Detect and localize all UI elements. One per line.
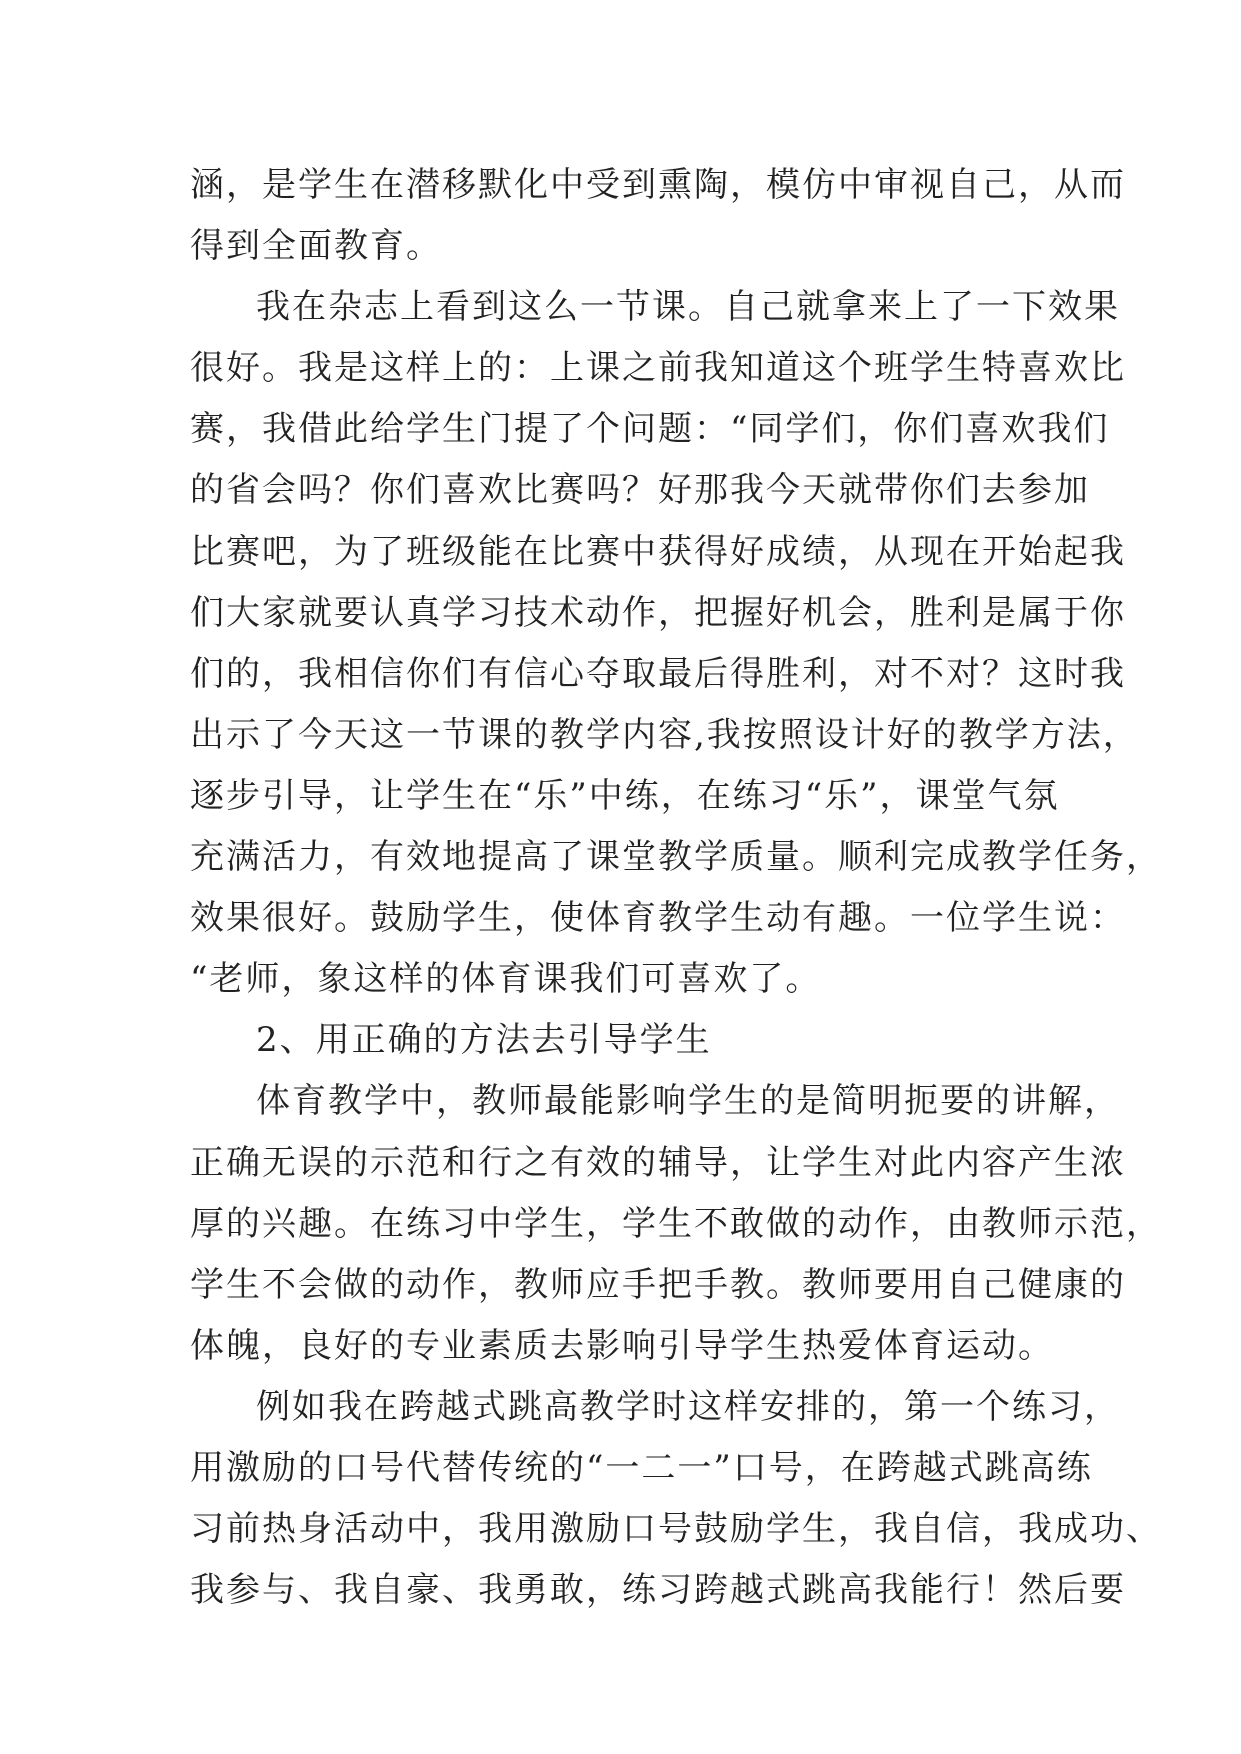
text-line: 逐步引导，让学生在“乐”中练，在练习“乐”，课堂气氛	[190, 775, 1060, 816]
text-line: 赛，我借此给学生门提了个问题：“同学们，你们喜欢我们	[190, 409, 1110, 450]
text-line: 学生不会做的动作，教师应手把手教。教师要用自己健康的	[190, 1264, 1126, 1305]
text-line: “老师，象这样的体育课我们可喜欢了。	[190, 959, 822, 1000]
text-line: 得到全面教育。	[190, 226, 442, 267]
text-line: 我在杂志上看到这么一节课。自己就拿来上了一下效果	[256, 287, 1120, 328]
text-line: 的省会吗？你们喜欢比赛吗？好那我今天就带你们去参加	[190, 470, 1090, 511]
text-line: 例如我在跨越式跳高教学时这样安排的，第一个练习，	[256, 1386, 1120, 1427]
text-line: 我参与、我自豪、我勇敢，练习跨越式跳高我能行！然后要	[190, 1570, 1126, 1611]
text-line: 正确无误的示范和行之有效的辅导，让学生对此内容产生浓	[190, 1142, 1126, 1183]
text-line: 2、用正确的方法去引导学生	[256, 1020, 712, 1061]
text-line: 效果很好。鼓励学生，使体育教学生动有趣。一位学生说：	[190, 898, 1126, 939]
text-line: 们大家就要认真学习技术动作，把握好机会，胜利是属于你	[190, 592, 1126, 633]
body-text	[190, 155, 1162, 1621]
text-line: 们的，我相信你们有信心夺取最后得胜利，对不对？这时我	[190, 653, 1126, 694]
text-line: 厚的兴趣。在练习中学生，学生不敢做的动作，由教师示范，	[190, 1203, 1162, 1244]
text-line: 用激励的口号代替传统的“一二一”口号，在跨越式跳高练	[190, 1447, 1093, 1488]
text-line: 体育教学中，教师最能影响学生的是简明扼要的讲解，	[256, 1081, 1120, 1122]
text-line: 比赛吧，为了班级能在比赛中获得好成绩，从现在开始起我	[190, 531, 1126, 572]
text-line: 出示了今天这一节课的教学内容,我按照设计好的教学方法，	[190, 714, 1139, 755]
text-line: 很好。我是这样上的：上课之前我知道这个班学生特喜欢比	[190, 348, 1126, 389]
text-line: 涵，是学生在潜移默化中受到熏陶，模仿中审视自己，从而	[190, 165, 1126, 205]
text-line: 体魄，良好的专业素质去影响引导学生热爱体育运动。	[190, 1325, 1054, 1366]
text-line: 充满活力，有效地提高了课堂教学质量。顺利完成教学任务，	[190, 837, 1162, 878]
text-line: 习前热身活动中，我用激励口号鼓励学生，我自信，我成功、	[190, 1509, 1162, 1550]
